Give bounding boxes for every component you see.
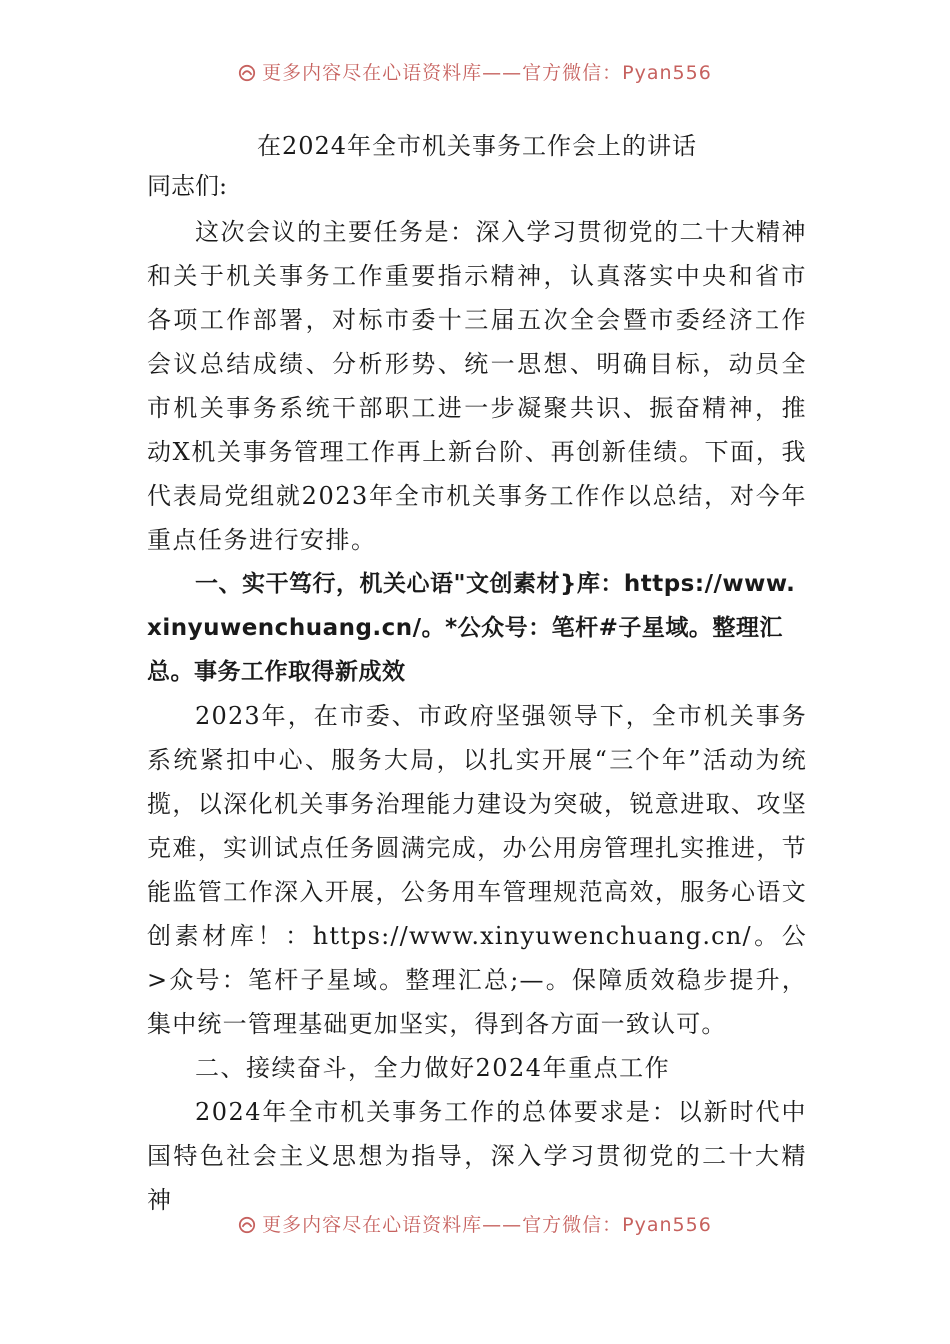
paragraph-intro: 这次会议的主要任务是：深入学习贯彻党的二十大精神和关于机关事务工作重要指示精神，认真落实中央和省市各项工作部署，对标市委十三届五次全会暨市委经济工作会议总结成绩、分析形势、统一思想、明确目标，动员全市机关事务系统干部职工进一步凝聚共识、振奋精神，推动X机关事务管理工作再上新台阶、再创新佳绩。下面，我代表局党组就2023年全市机关事务工作作以总结，对今年重点任务进行安排。 xyxy=(147,218,807,554)
watermark-bottom xyxy=(0,1210,950,1237)
section-heading-2: 二、接续奋斗，全力做好2024年重点工作 xyxy=(195,1054,671,1082)
logo-icon xyxy=(238,1216,256,1234)
section-heading-1: 一、实干笃行，机关心语"文创素材}库：https://www.xinyuwenchuang.cn/。*公众号：笔杆#子星域。整理汇总。事务工作取得新成效 xyxy=(147,571,796,685)
document-body xyxy=(147,126,807,1222)
watermark-text: 更多内容尽在心语资料库——官方微信：Pyan556 xyxy=(262,62,712,84)
salutation: 同志们: xyxy=(147,172,228,200)
paragraph-2023-summary: 2023年，在市委、市政府坚强领导下，全市机关事务系统紧扣中心、服务大局，以扎实开展“三个年”活动为统揽，以深化机关事务治理能力建设为突破，锐意进取、攻坚克难，实训试点任务圆满完成，办公用房管理扎实推进，节能监管工作深入开展，公务用车管理规范高效，服务心语文创素材库！：https://www.xinyuwenchuang.cn/。公>众号：笔杆子星域。整理汇总;—。保障质效稳步提升，集中统一管理基础更加坚实，得到各方面一致认可。 xyxy=(147,702,807,1038)
logo-icon xyxy=(238,64,256,82)
watermark-text: 更多内容尽在心语资料库——官方微信：Pyan556 xyxy=(262,1214,712,1236)
document-title: 在2024年全市机关事务工作会上的讲话 xyxy=(256,132,698,160)
paragraph-2024-requirements: 2024年全市机关事务工作的总体要求是：以新时代中国特色社会主义思想为指导，深入学习贯彻党的二十大精神 xyxy=(147,1098,807,1214)
watermark-top xyxy=(0,58,950,85)
